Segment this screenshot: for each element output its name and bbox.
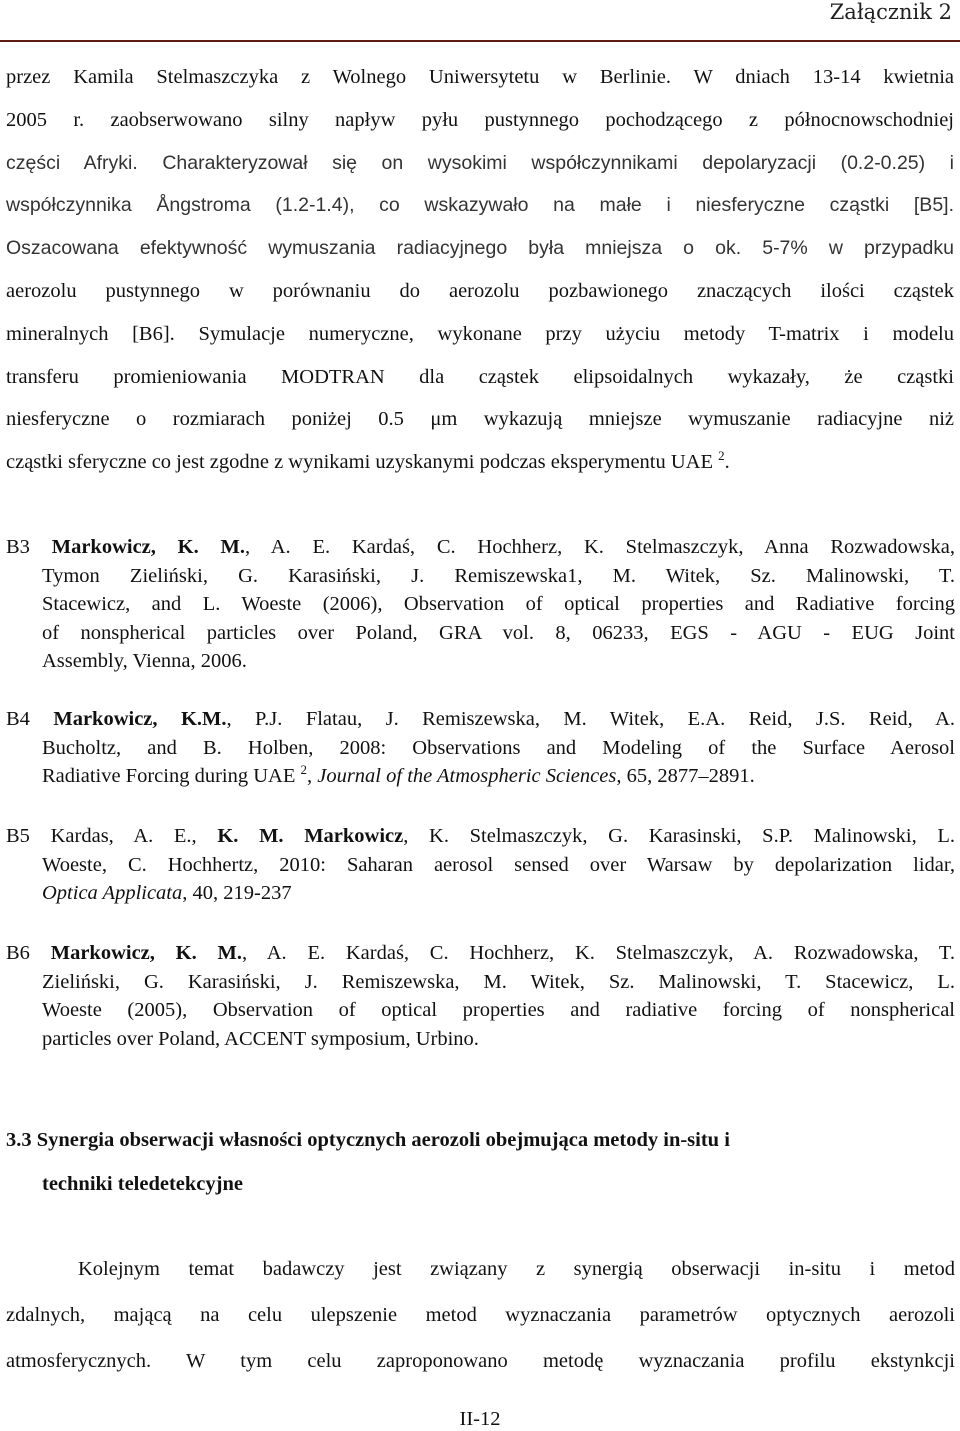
ref-text: , [306,765,318,788]
ref-line [6,705,955,734]
reference-b5 [6,822,955,908]
heading-line [6,1118,955,1162]
text-line: części Afryki. Charakteryzował się on wysokimi współczynnikami depolaryzacji (0.2-0.25) i [6,151,954,174]
paragraph-2 [6,1246,955,1384]
section-number: 3.3 [6,1129,32,1151]
text-line: aerozolu pustynnego w porównaniu do aerozolu pozbawionego znaczących ilości cząstek [6,279,954,302]
superscript: 2 [300,762,307,778]
heading-line: techniki teledetekcyjne [42,1173,243,1195]
text-line: Oszacowana efektywność wymuszania radiacyjnego była mniejsza o ok. 5-7% w przypadku [6,237,954,260]
text-line: atmosferycznych. W tym celu zaproponowano metodę wyznaczania profilu ekstynkcji [6,1350,955,1372]
paragraph-1 [6,56,954,484]
ref-line: Zieliński, G. Karasiński, J. Remiszewska, M. Witek, Sz. Malinowski, T. Stacewicz, L. [42,970,955,993]
ref-text: , A. E. Kardaś, C. Hochherz, K. Stelmaszczyk, A. Rozwadowska, T. [241,942,956,964]
ref-author-bold: Markowicz, K.M. [53,708,227,730]
text-segment: . [724,451,730,474]
ref-line [6,533,955,562]
page-number: II-12 [459,1408,501,1430]
ref-text: , 40, 219-237 [182,882,292,905]
ref-id: B5 [6,825,30,847]
ref-line [6,939,955,968]
ref-author-bold: Markowicz, K. M. [51,536,245,558]
text-line [6,441,954,484]
superscript: 2 [718,448,725,464]
text-line: przez Kamila Stelmaszczyka z Wolnego Uniwersytetu w Berlinie. W dniach 13-14 kwietnia [6,66,954,88]
ref-line: Woeste (2005), Observation of optical properties and radiative forcing of nonspherical [42,999,955,1022]
ref-text: , K. Stelmaszczyk, G. Karasinski, S.P. Malinowski, L. [403,825,956,847]
section-heading [6,1118,955,1206]
ref-text: , P.J. Flatau, J. Remiszewska, M. Witek, E.A. Reid, J.S. Reid, A. [226,708,955,730]
ref-text: Kardas, A. E., [50,825,218,847]
text-line: transferu promieniowania MODTRAN dla cząstek elipsoidalnych wykazały, że cząstki [6,365,954,388]
text-line: mineralnych [B6]. Symulacje numeryczne, wykonane przy użyciu metody T-matrix i modelu [6,322,954,345]
ref-line: Bucholtz, and B. Holben, 2008: Observations and Modeling of the Surface Aerosol [42,736,955,759]
ref-line: of nonspherical particles over Poland, GRA vol. 8, 06233, EGS - AGU - EUG Joint [42,621,955,644]
text-segment: cząstki sferyczne co jest zgodne z wynikami uzyskanymi podczas eksperymentu UAE [6,451,714,474]
ref-text: , 65, 2877–2891. [616,765,755,788]
ref-line [6,879,955,908]
journal-title: Journal of the Atmospheric Sciences [317,765,617,788]
header-divider [0,40,960,42]
ref-id: B6 [6,942,30,964]
reference-b6 [6,939,955,1053]
text-line: zdalnych, mającą na celu ulepszenie metod wyznaczania parametrów optycznych aerozoli [6,1304,955,1326]
reference-b3 [6,533,955,676]
ref-text: Radiative Forcing during UAE [42,765,296,788]
ref-line [6,822,955,851]
journal-title: Optica Applicata [42,882,183,905]
ref-line: Assembly, Vienna, 2006. [42,650,247,673]
reference-b4 [6,705,955,791]
ref-line: particles over Poland, ACCENT symposium, Urbino. [42,1027,479,1050]
text-line: niesferyczne o rozmiarach poniżej 0.5 μm wykazują mniejsze wymuszanie radiacyjne niż [6,408,954,431]
page-header-title: Załącznik 2 [829,0,952,24]
text-line: 2005 r. zaobserwowano silny napływ pyłu pustynnego pochodzącego z północnowschodniej [6,108,954,131]
ref-text: , A. E. Kardaś, C. Hochherz, K. Stelmaszczyk, Anna Rozwadowska, [244,536,956,558]
section-title: Synergia obserwacji własności optycznych aerozoli obejmująca metody in-situ i [36,1129,730,1151]
text-line: współczynnika Ångstroma (1.2-1.4), co wskazywało na małe i niesferyczne cząstki [B5]. [6,194,954,217]
ref-line: Woeste, C. Hochhertz, 2010: Saharan aerosol sensed over Warsaw by depolarization lidar, [42,853,955,876]
ref-line [6,762,955,791]
ref-author-bold: K. M. Markowicz [217,825,404,847]
ref-id: B4 [6,708,30,730]
ref-id: B3 [6,536,30,558]
text-line: Kolejnym temat badawczy jest związany z synergią obserwacji in-situ i metod [78,1258,955,1280]
ref-author-bold: Markowicz, K. M. [50,942,242,964]
ref-line: Stacewicz, and L. Woeste (2006), Observation of optical properties and Radiative forcing [42,593,955,616]
ref-line: Tymon Zieliński, G. Karasiński, J. Remiszewska1, M. Witek, Sz. Malinowski, T. [42,564,955,587]
